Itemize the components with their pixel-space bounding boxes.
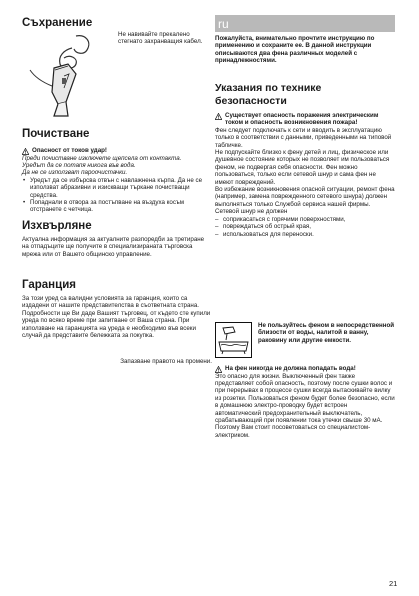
hairdryer-illustration <box>24 30 108 120</box>
warning-triangle-icon <box>215 366 222 373</box>
storage-text: Не навивайте прекалено стегнато захранващия кабел. <box>118 31 203 46</box>
warranty-title: Гаранция <box>22 279 76 291</box>
cleaning-warning-line-1: Преди почистване изключете щепсела от контакта. <box>22 154 182 162</box>
water-text: Это опасно для жизни. Выключенный фен также представляет собой опасность, поэтому после сушки волос и при перерывах в процессе сушки всегда вытаскивайте вилку из розетки. Пользоваться феном будет более безопасно, если в домашнюю электро-проводку будет встроен автоматический предохранительный выключатель, срабатывающий при появлении тока утечки свыше 30 мА. Поэтому Вам стоит посоветоваться со специалистом-электриком. <box>215 372 395 439</box>
cleaning-section <box>22 147 212 214</box>
cleaning-title: Почистване <box>22 128 90 140</box>
safety-paragraph: Фен следует подключать к сети и вводить в эксплуатацию только в соответствии с данными, приведенными на типовой табличке. <box>215 126 392 149</box>
cleaning-warning-line-3: Да не се използват пароочистачки. <box>22 169 128 177</box>
cleaning-warning-line-2: Уредът да се потапя никога във вода. <box>22 161 136 169</box>
cord-list <box>215 216 395 238</box>
rights-reserved-text: Запазване правото на промени. <box>120 358 212 365</box>
list-item: • Уредът да се избърсва отвън с навлажнена кърпа. Да не се използват абразивни и изискващи търкане почистващи средства. <box>22 177 212 199</box>
safety-paragraph: Не подпускайте близко к фену детей и лиц, физическое или душевное состояние которых не позволяет им пользоваться феном, не подвергая себя опасности. Фен можно пользоваться, только если сетевой шнур и сама фен не имеют повреждений. <box>215 149 390 186</box>
safety-section <box>215 112 395 238</box>
cleaning-bullet-list <box>22 177 212 214</box>
bathtub-warning-text: Не пользуйтесь феном в непосредственной близости от воды, налитой в ванну, раковину или другие емкости. <box>258 322 395 344</box>
disposal-title: Изхвърляне <box>22 220 92 232</box>
shock-warning-text: Существует опасность поражения электрическим током и опасность возникновения пожара! <box>225 112 379 127</box>
safety-paragraph: Сетевой шнур не должен <box>215 208 288 216</box>
list-item: – соприкасаться с горячими поверхностями, <box>215 216 395 223</box>
list-item: – повреждаться об острый края, <box>215 223 395 230</box>
page-number: 21 <box>389 579 398 588</box>
list-item: – использоваться для переноски. <box>215 231 395 238</box>
list-item: • Попаднали в отвора за постъпване на въздуха косъм отстранете с четчица. <box>22 199 212 214</box>
safety-paragraph: Во избежание возникновения опасной ситуации, ремонт фена (например, замена поврежденного сетевого шнура) должен выполняться только Службой сервиса нашей фирмы. <box>215 186 395 208</box>
cleaning-warning <box>22 147 212 155</box>
intro-text: Пожалуйста, внимательно прочтите инструкцию по применению и сохраните ее. В данной инструкции описываются два фена различных моделей с принадлежностями. <box>215 35 375 65</box>
water-section <box>215 358 395 439</box>
disposal-text: Актуална информация за актуалните разпоредби за третиране на отпадъците ще получите в специализираната търговска мрежа или от Вашето общинско управление. <box>22 236 205 258</box>
safety-title: Указания по технике безопасности <box>215 82 322 107</box>
bathtub-prohibited-icon <box>215 322 252 358</box>
water-warning <box>215 365 395 373</box>
warranty-text: За този уред са валидни условията за гаранция, които са издадени от нашите представителства в съответната страна. Подробности ще Ви даде Вашият търговец, от където сте купили уреда по всяко време при запитване от Ваша страна. При използване на гаранцията на уреда е необходимо във всеки случай да представите бележката за покупка. <box>22 295 211 340</box>
warning-triangle-icon <box>215 113 222 120</box>
language-code: ru <box>218 17 229 31</box>
warning-triangle-icon <box>22 148 29 155</box>
storage-title: Съхранение <box>22 17 93 29</box>
water-warning-text: На фен никогда не должна попадать вода! <box>225 365 356 372</box>
language-tab <box>215 15 395 32</box>
cleaning-warning-title: Опасност от токов удар! <box>32 147 107 154</box>
shock-warning <box>215 112 395 127</box>
